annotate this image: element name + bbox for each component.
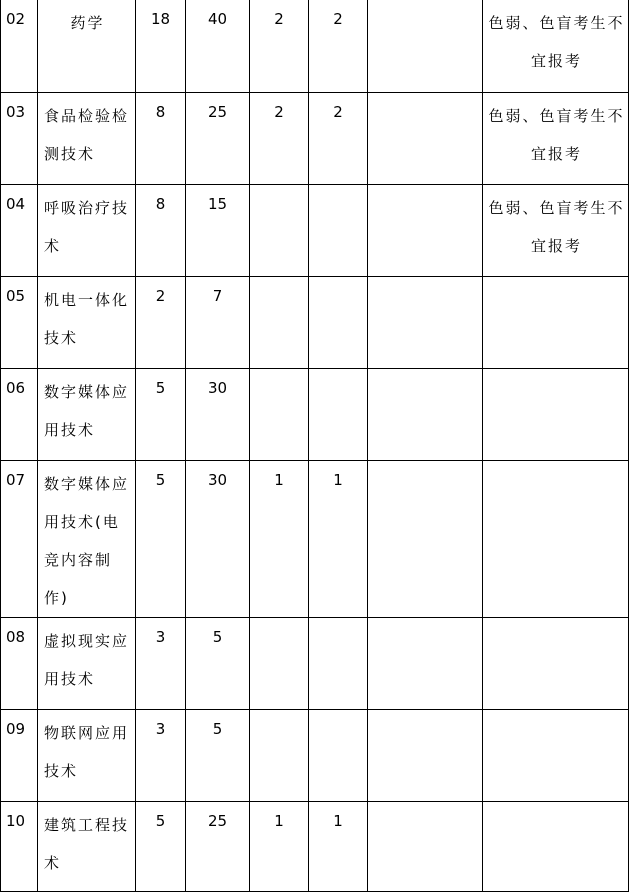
major-name-cell: 药学	[38, 0, 136, 92]
major-name-cell: 物联网应用技术	[38, 709, 136, 801]
value-cell-b: 25	[186, 801, 250, 891]
major-code-cell: 09	[1, 709, 38, 801]
table-row	[1, 0, 629, 92]
major-name-cell: 呼吸治疗技术	[38, 184, 136, 276]
value-cell-a: 8	[136, 184, 186, 276]
major-code-cell: 02	[1, 0, 38, 92]
major-name-cell: 建筑工程技术	[38, 801, 136, 891]
value-cell-c	[250, 368, 309, 460]
value-cell-e	[368, 709, 483, 801]
value-cell-d: 2	[309, 92, 368, 184]
major-code-cell: 10	[1, 801, 38, 891]
value-cell-d	[309, 184, 368, 276]
value-cell-c: 1	[250, 460, 309, 617]
major-code-cell: 06	[1, 368, 38, 460]
value-cell-a: 5	[136, 801, 186, 891]
value-cell-a: 3	[136, 709, 186, 801]
table-row	[1, 276, 629, 368]
major-name-cell: 数字媒体应用技术	[38, 368, 136, 460]
note-cell: 色弱、色盲考生不 宜报考	[483, 92, 629, 184]
major-name-cell: 虚拟现实应用技术	[38, 617, 136, 709]
major-code-cell: 03	[1, 92, 38, 184]
note-cell	[483, 801, 629, 891]
major-code-cell: 05	[1, 276, 38, 368]
value-cell-c	[250, 276, 309, 368]
note-cell	[483, 276, 629, 368]
value-cell-d	[309, 617, 368, 709]
value-cell-e	[368, 368, 483, 460]
value-cell-c	[250, 709, 309, 801]
value-cell-e	[368, 460, 483, 617]
value-cell-a: 5	[136, 460, 186, 617]
note-cell: 色弱、色盲考生不 宜报考	[483, 184, 629, 276]
value-cell-b: 5	[186, 709, 250, 801]
value-cell-e	[368, 0, 483, 92]
value-cell-d	[309, 709, 368, 801]
value-cell-b: 25	[186, 92, 250, 184]
table-row	[1, 92, 629, 184]
value-cell-c	[250, 184, 309, 276]
major-name-cell: 食品检验检测技术	[38, 92, 136, 184]
value-cell-a: 3	[136, 617, 186, 709]
value-cell-b: 5	[186, 617, 250, 709]
major-code-cell: 07	[1, 460, 38, 617]
value-cell-a: 8	[136, 92, 186, 184]
table-row	[1, 801, 629, 891]
value-cell-e	[368, 184, 483, 276]
value-cell-b: 30	[186, 460, 250, 617]
value-cell-c: 2	[250, 92, 309, 184]
table-row	[1, 460, 629, 617]
value-cell-b: 15	[186, 184, 250, 276]
major-name-cell: 数字媒体应用技术(电竞内容制作)	[38, 460, 136, 617]
major-name-cell: 机电一体化技术	[38, 276, 136, 368]
note-cell	[483, 617, 629, 709]
table-row	[1, 709, 629, 801]
value-cell-c: 1	[250, 801, 309, 891]
value-cell-c: 2	[250, 0, 309, 92]
major-code-cell: 08	[1, 617, 38, 709]
value-cell-e	[368, 617, 483, 709]
note-cell	[483, 460, 629, 617]
value-cell-b: 30	[186, 368, 250, 460]
value-cell-d: 2	[309, 0, 368, 92]
major-code-cell: 04	[1, 184, 38, 276]
note-cell	[483, 709, 629, 801]
value-cell-d	[309, 368, 368, 460]
value-cell-e	[368, 801, 483, 891]
table-row	[1, 368, 629, 460]
value-cell-a: 18	[136, 0, 186, 92]
table-row	[1, 184, 629, 276]
value-cell-b: 40	[186, 0, 250, 92]
value-cell-d: 1	[309, 801, 368, 891]
value-cell-e	[368, 92, 483, 184]
value-cell-a: 5	[136, 368, 186, 460]
table-row	[1, 617, 629, 709]
value-cell-d: 1	[309, 460, 368, 617]
value-cell-b: 7	[186, 276, 250, 368]
value-cell-a: 2	[136, 276, 186, 368]
note-cell: 色弱、色盲考生不 宜报考	[483, 0, 629, 92]
value-cell-c	[250, 617, 309, 709]
value-cell-e	[368, 276, 483, 368]
note-cell	[483, 368, 629, 460]
value-cell-d	[309, 276, 368, 368]
